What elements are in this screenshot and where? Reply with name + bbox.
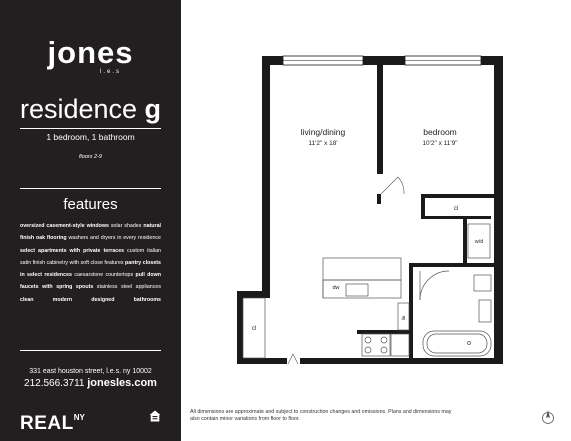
- disclaimer: All dimensions are approximate and subject to construction changes and omissions. Plans and dimensions may also contain minor variations from floor to floor.: [190, 409, 452, 422]
- residence-title-letter: g: [144, 94, 162, 124]
- bedroom-room: [422, 127, 458, 147]
- feature-text: solar shades: [108, 223, 144, 229]
- feature-bold: select apartments with private terraces: [20, 247, 125, 254]
- linen-label: lin: [401, 315, 406, 321]
- feature-bold: oversized casement-style windows: [20, 223, 109, 229]
- entry-door: [287, 354, 300, 364]
- residence-floors: floors 2-9: [79, 154, 102, 160]
- broker-name: REAL: [20, 413, 74, 434]
- room-name: living/dining: [300, 127, 346, 137]
- phone-number[interactable]: 212.566.3711: [24, 378, 85, 389]
- feature-bold: clean modern designed bathrooms: [20, 296, 161, 303]
- bathroom: [420, 271, 491, 356]
- features-heading: features: [63, 196, 118, 213]
- washer-dryer: [468, 224, 490, 258]
- living-dining-room: [301, 127, 346, 147]
- address: 331 east houston street, l.e.s. ny 10002: [29, 368, 152, 375]
- bedroom-door: [381, 177, 404, 194]
- website-link[interactable]: jonesles.com: [87, 377, 157, 389]
- washer-dryer-label: w/d: [474, 239, 484, 245]
- kitchen: [323, 258, 409, 356]
- feature-bold: pantry closets in select residences: [20, 259, 161, 279]
- room-name: bedroom: [423, 127, 457, 137]
- residence-spec: 1 bedroom, 1 bathroom: [46, 132, 135, 142]
- feature-text: custom italian satin finish cabinetry with soft close features: [20, 247, 161, 266]
- room-dims: 10'2" x 11'9": [422, 140, 458, 147]
- feature-bold: pull down faucets with spring spouts: [20, 272, 161, 291]
- living-closet: [243, 298, 265, 358]
- closet-label: cl: [251, 326, 257, 332]
- closet-label: cl: [453, 206, 459, 212]
- feature-text: stainless steel appliances: [93, 284, 161, 291]
- compass-icon: [541, 409, 555, 425]
- brand-name: jones: [47, 35, 134, 70]
- feature-bold: natural finish oak flooring: [20, 223, 161, 242]
- broker-suffix: NY: [73, 413, 85, 422]
- residence-title-prefix: residence: [19, 94, 138, 124]
- room-dims: 11'2" x 18': [308, 140, 338, 147]
- dishwasher-label: dw: [332, 285, 340, 291]
- feature-text: washers and dryers in every residence: [66, 235, 161, 242]
- walls: [237, 56, 503, 364]
- brand-sub: l.e.s: [99, 69, 121, 75]
- feature-text: caesarstone countertops: [72, 272, 136, 279]
